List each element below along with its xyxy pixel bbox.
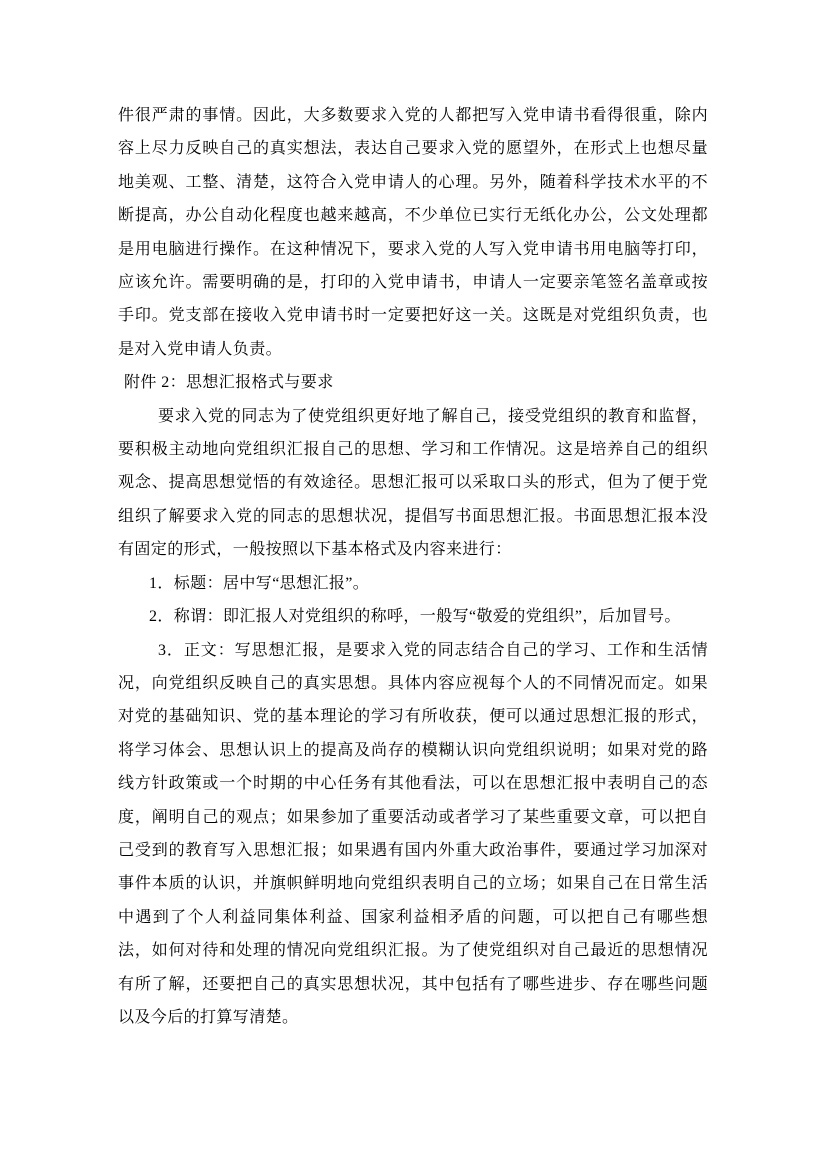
paragraph-thought-report-intro: 要求入党的同志为了使党组织更好地了解自己，接受党组织的教育和监督，要积极主动地向党组织汇报自己的思想、学习和工作情况。这是培养自己的组织观念、提高思想觉悟的有效途径。思想汇报可以采取口头的形式，但为了便于党组织了解要求入党的同志的思想状况，提倡写书面思想汇报。书面思想汇报本没有固定的形式，一般按照以下基本格式及内容来进行： [118, 407, 708, 559]
paragraph-application-letter-printing: 件很严肃的事情。因此，大多数要求入党的人都把写入党申请书看得很重，除内容上尽力反映自己的真实想法，表达自己要求入党的愿望外，在形式上也想尽量地美观、工整、清楚，这符合入党申请人的心理。另外，随着科学技术水平的不断提高，办公自动化程度也越来越高，不少单位已实行无纸化办公，公文处理都是用电脑进行操作。在这种情况下，要求入党的人写入党申请书用电脑等打印，应该允许。需要明确的是，打印的入党申请书，申请人一定要亲笔签名盖章或按手印。党支部在接收入党申请书时一定要把好这一关。这既是对党组织负责，也是对入党申请人负责。 [118, 107, 708, 358]
list-item-3-main-body: 3．正文：写思想汇报，是要求入党的同志结合自己的学习、工作和生活情况，向党组织反映自己的真实思想。具体内容应视每个人的不同情况而定。如果对党的基础知识、党的基本理论的学习有所收获，便可以通过思想汇报的形式，将学习体会、思想认识上的提高及尚存的模糊认识向党组织说明；如果对党的路线方针政策或一个时期的中心任务有其他看法，可以在思想汇报中表明自己的态度，阐明自己的观点；如果参加了重要活动或者学习了某些重要文章，可以把自己受到的教育写入思想汇报；如果遇有国内外重大政治事件，要通过学习加深对事件本质的认识，并旗帜鲜明地向党组织表明自己的立场；如果自己在日常生活中遇到了个人利益同集体利益、国家利益相矛盾的问题，可以把自己有哪些想法，如何对待和处理的情况向党组织汇报。为了使党组织对自己最近的思想情况有所了解，还要把自己的真实思想状况，其中包括有了哪些进步、存在哪些问题以及今后的打算写清楚。 [118, 641, 708, 1026]
heading-attachment-2-thought-report: 附件 2：思想汇报格式与要求 [124, 374, 334, 392]
list-item-1-title: 1．标题：居中写“思想汇报”。 [149, 574, 370, 592]
list-item-2-salutation: 2．称谓：即汇报人对党组织的称呼，一般写“敬爱的党组织”，后加冒号。 [149, 608, 681, 626]
